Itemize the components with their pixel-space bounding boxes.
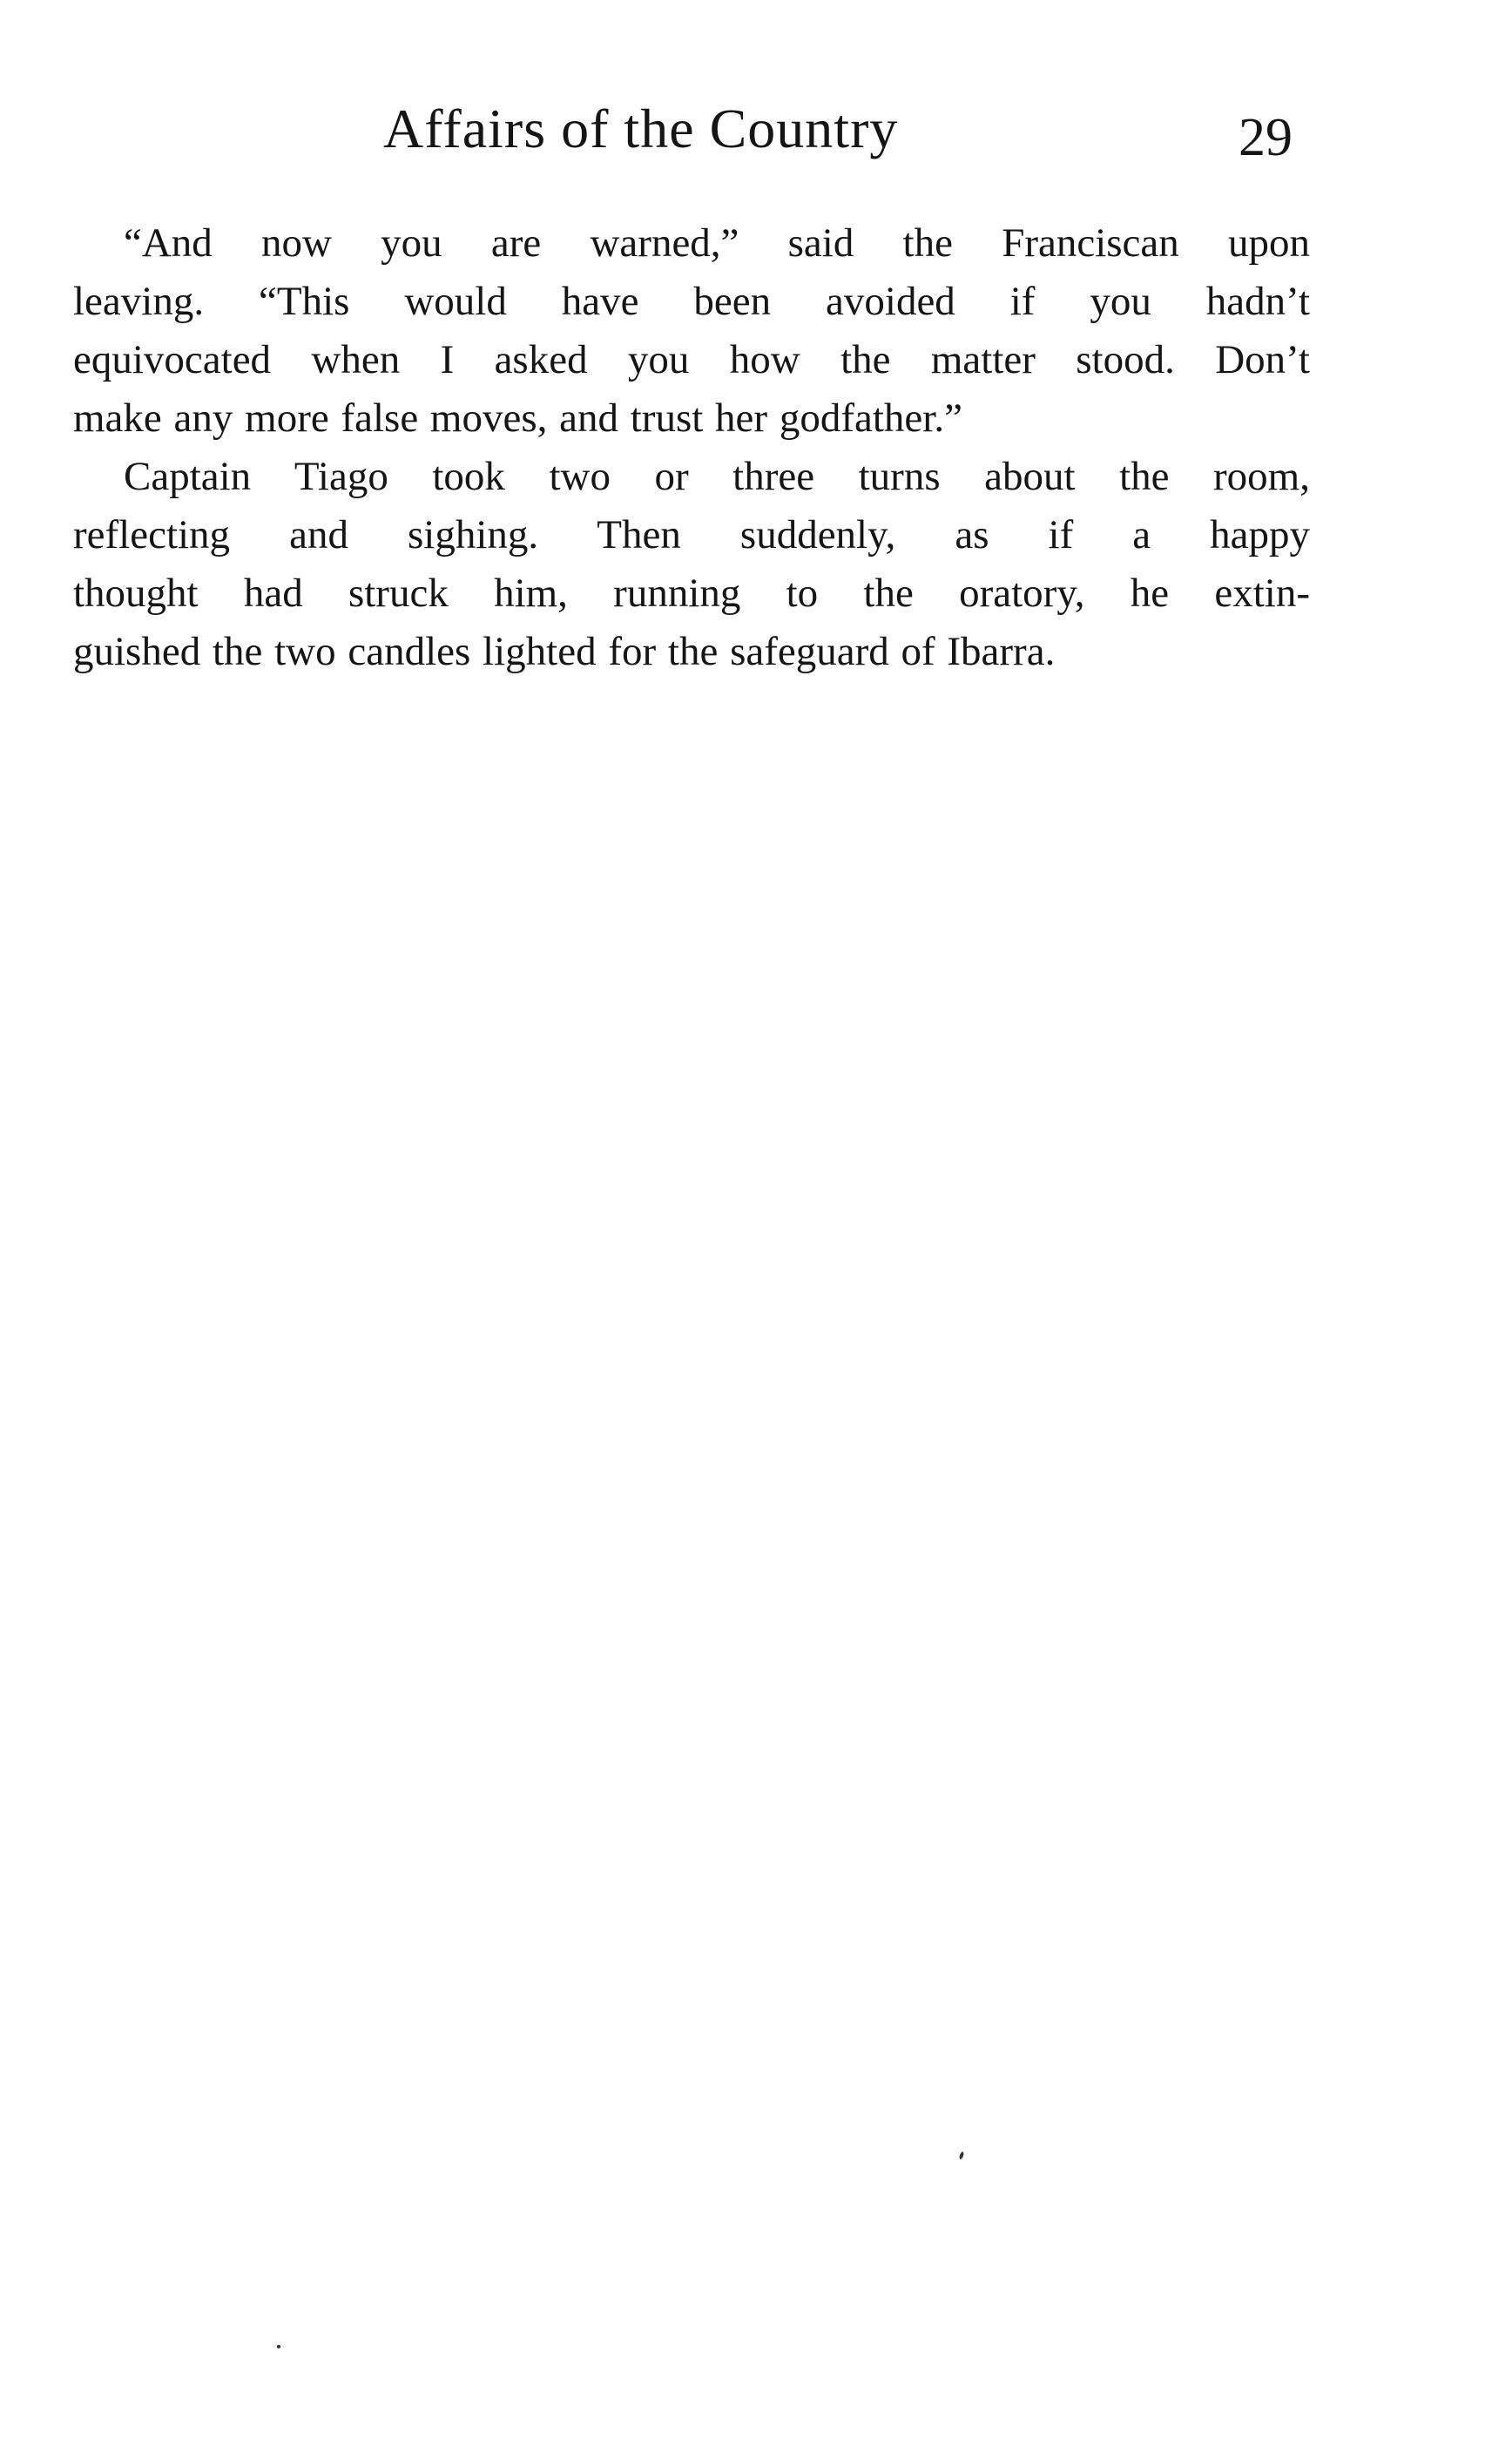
paragraph-2-line-4: guished the two candles lighted for the safeguard of Ibarra. xyxy=(73,629,1056,674)
paragraph-2-line-2: reflecting and sighing. Then suddenly, as if a happy xyxy=(73,512,1310,557)
paragraph-1-line-4: make any more false moves, and trust her godfather.” xyxy=(73,395,962,441)
running-title: Affairs of the Country xyxy=(383,98,899,159)
body-text xyxy=(73,214,1310,681)
running-header xyxy=(0,94,1512,167)
ink-speck xyxy=(277,2345,280,2348)
ink-speck xyxy=(959,2152,965,2160)
paragraph-1-line-3: equivocated when I asked you how the matter stood. Don’t xyxy=(73,337,1310,382)
paragraph-1-line-2: leaving. “This would have been avoided if you hadn’t xyxy=(73,279,1310,324)
paragraph-2-line-3: thought had struck him, running to the oratory, he extin- xyxy=(73,571,1310,616)
paragraph-1-line-1: “And now you are warned,” said the Franciscan upon xyxy=(124,220,1310,266)
page-number: 29 xyxy=(1239,108,1293,167)
paragraph-2-line-1: Captain Tiago took two or three turns about the room, xyxy=(124,454,1310,499)
